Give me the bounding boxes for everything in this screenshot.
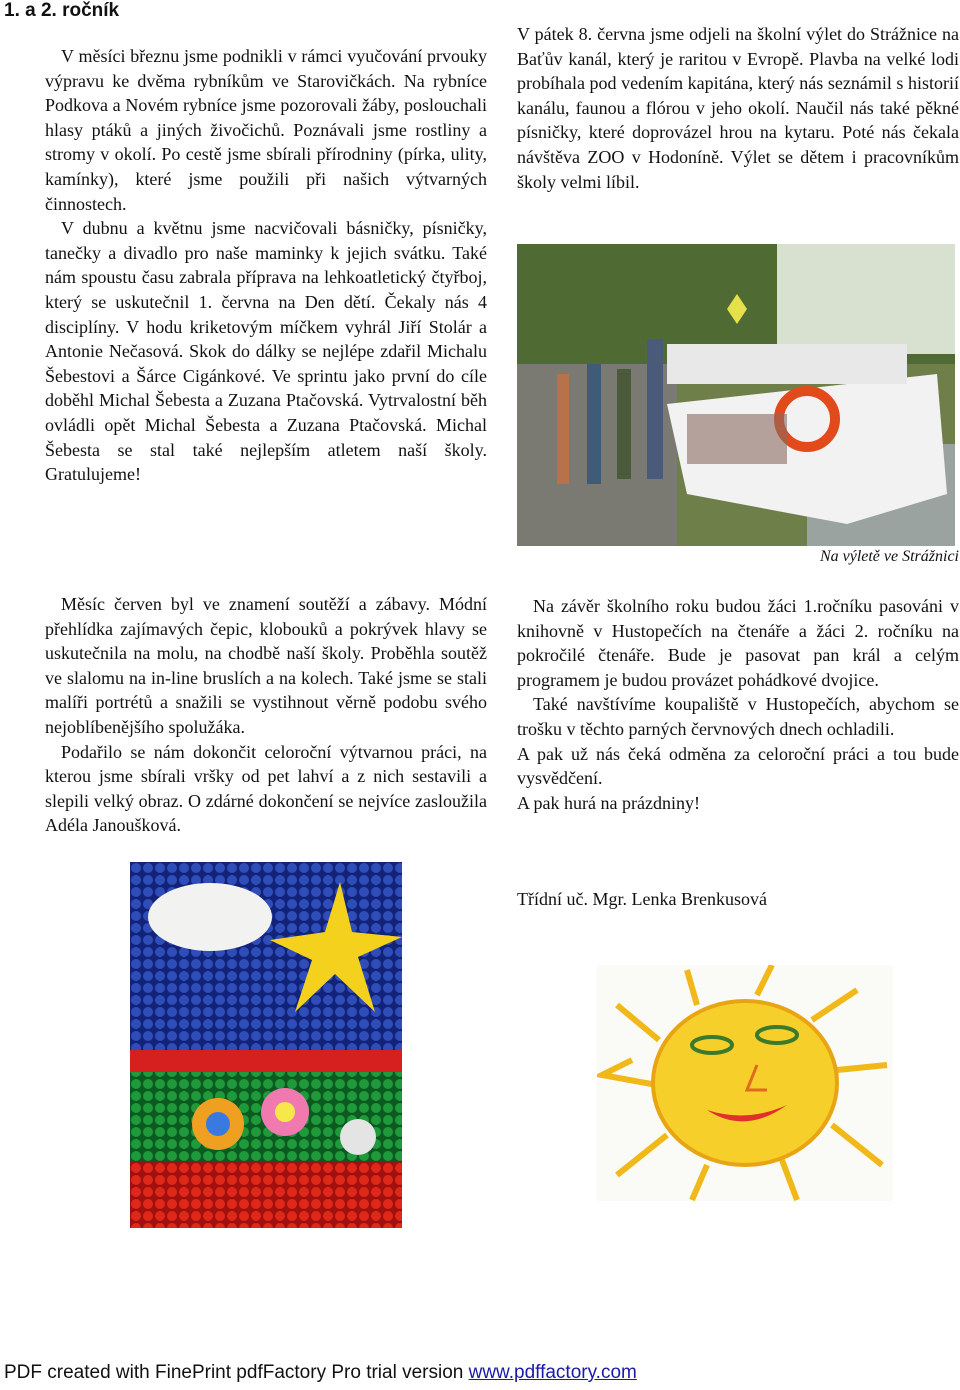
pdffactory-link[interactable]: www.pdffactory.com bbox=[468, 1362, 637, 1383]
left-column-bottom bbox=[45, 592, 487, 838]
paragraph-athletics: V dubnu a květnu jsme nacvičovali básničky, písničky, tanečky a divadlo pro naše maminky k jejich svátku. Také nám spoustu času zabrala příprava na lehkoatletický čtyřboj, který se uskutečnil 1. června na Den dětí. Čekaly nás 4 disciplíny. V hodu kriketovým míčkem vyhrál Jiří Stolár a Antonie Nečasová. Skok do dálky se nejlépe zdařil Michalu Šebestovi a Šárce Cigánkové. Ve sprintu jako první do cíle doběhl Michal Šebesta a Zuzana Ptačovská. Vytrvalostní běh ovládli opět Michal Šebesta a Zuzana Ptačovská. Michal Šebesta se stal také nejlepším atletem naší školy. Gratulujeme! bbox=[45, 218, 487, 485]
right-column-bottom bbox=[517, 594, 959, 815]
paragraph-june-contests: Měsíc červen byl ve znamení soutěží a zábavy. Módní přehlídka zajímavých čepic, klobouků a pokrývek hlavy se uskutečnila na molu, na chodbě naší školy. Proběhla soutěž ve slalomu na in-line bruslích a na kolech. Také jsme se stali malíři portrétů a snažili se vystihnout věrně podobu svého nejoblíbenějšího spolužáka. bbox=[45, 594, 487, 737]
paragraph-artwork: Podařilo se nám dokončit celoroční výtvarnou práci, na kterou jsme sbírali vršky od pet lahví a z nich sestavili a slepili velký obraz. O zdárné dokončení se nejvíce zasloužila Adéla Janoušková. bbox=[45, 741, 487, 836]
bottle-cap-mosaic-image bbox=[130, 862, 402, 1228]
paragraph-swimming-pool: Také navštívíme koupaliště v Hustopečích, abychom se trošku v těchto parných červnových dnech ochladili. bbox=[517, 694, 959, 739]
boat-trip-photo bbox=[517, 244, 955, 546]
footer-text: PDF created with FinePrint pdfFactory Pro trial version bbox=[4, 1362, 469, 1383]
page-heading: 1. a 2. ročník bbox=[4, 0, 120, 21]
pdf-footer bbox=[4, 1362, 637, 1384]
right-column-top bbox=[517, 22, 959, 194]
teacher-signature: Třídní uč. Mgr. Lenka Brenkusová bbox=[517, 889, 767, 909]
sun-drawing-image bbox=[597, 965, 893, 1201]
paragraph-pond-trip: V měsíci březnu jsme podnikli v rámci vyučování prvouky výpravu ke dvěma rybníkům ve Starovičkách. Na rybníce Podkova a Novém rybníce jsme pozorovali žáby, poslouchali hlasy ptáků a jiných živočichů. Poznávali jsme rostliny a stromy v okolí. Po cestě jsme sbírali přírodniny (pírka, ulity, kamínky), které jsme použili při našich výtvarných činnostech. bbox=[45, 46, 487, 214]
photo-caption: Na výletě ve Strážnici bbox=[819, 548, 959, 565]
paragraph-school-trip: V pátek 8. června jsme odjeli na školní výlet do Strážnice na Baťův kanál, který je raritou v Evropě. Plavba na velké lodi probíhala pod vedením kapitána, který nás seznámil s historií kanálu, faunou a flórou v jeho okolí. Naučil nás také pěkné písničky, které doprovázel hrou na kytaru. Poté nás čekala návštěva ZOO v Hodoníně. Výlet se dětem i pracovníkům školy velmi líbil. bbox=[517, 24, 959, 192]
paragraph-readers-ceremony: Na závěr školního roku budou žáci 1.ročníku pasováni v knihovně v Hustopečích na čtenáře a žáci 2. ročníku na pokročilé čtenáře. Bude je pasovat pan král a celým programem je budou provázet pohádkové dvojice. bbox=[517, 596, 959, 690]
paragraph-holidays: A pak hurá na prázdniny! bbox=[517, 792, 700, 813]
left-column-top bbox=[45, 44, 487, 487]
paragraph-report-card: A pak už nás čeká odměna za celoroční práci a tou bude vysvědčení. bbox=[517, 743, 959, 789]
